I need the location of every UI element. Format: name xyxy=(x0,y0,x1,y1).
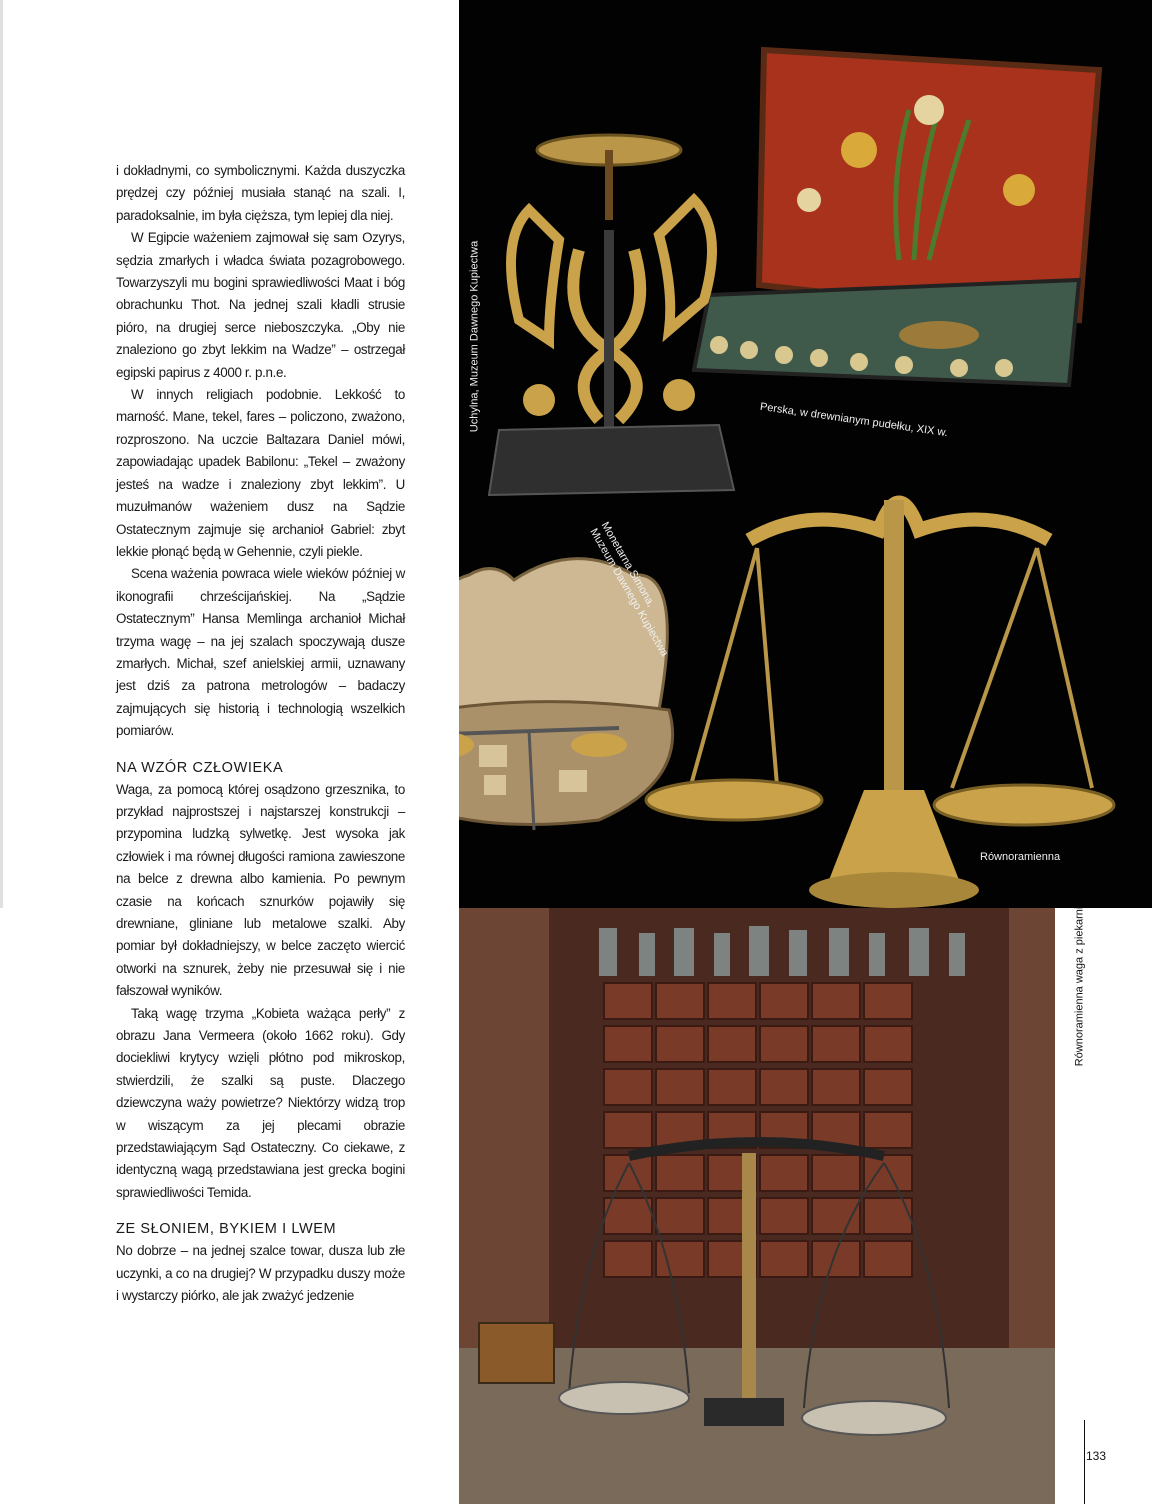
photo-panel xyxy=(459,0,1152,908)
caption-uchylna: Uchylna, Muzeum Dawnego Kupiectwa xyxy=(468,240,481,433)
paragraph: W Egipcie ważeniem zajmował się sam Ozyrys, sędzia zmarłych i władca świata pozagrobowego. Towarzyszyli mu bogini sprawiedliwości Maat i bóg obrachunku Thot. Na jednej szali kładli strusie pióro, na drugiej serce nieboszczyka. „Oby nie znaleziono go zbyt lekkim na Wadze” – ostrzegał egipski papirus z 4000 r. p.n.e. xyxy=(116,230,405,380)
paragraph: Scena ważenia powraca wiele wieków później w ikonografii chrześcijańskiej. Na „Sądzie Ostatecznym” Hansa Memlinga archanioł Michał trzyma wagę – na jej szalach spoczywają dusze zmarłych. Michał, szef anielskiej armii, uznawany jest dziś za patrona metrologów – badaczy zajmujących się historią i technologią wszelkich pomiarów. xyxy=(116,566,405,739)
caption-monetarna: Monetarna Simona, Muzeum Dawnego Kupiectwa xyxy=(587,520,671,659)
paragraph: No dobrze – na jednej szalce towar, dusza lub złe uczynki, a co na drugiej? W przypadku duszy może i wystarczy piórko, ale jak zważyć jedzenie xyxy=(116,1243,405,1304)
paragraph: Taką wagę trzyma „Kobieta ważąca perły” z obrazu Jana Vermeera (około 1662 roku). Gdy dociekliwi krytycy wzięli płótno pod mikroskop, stwierdzili, że szalki są puste. Dlaczego dziewczyna waży powietrze? Niektórzy widzą trop w wiszącym za jej plecami obrazie przedstawiającym Sąd Ostateczny. Co ciekawe, z identyczną wagą przedstawiana jest grecka bogini sprawiedliwości Temida. xyxy=(116,1005,405,1200)
caption-perska: Perska, w drewnianym pudełku, XIX w. xyxy=(759,400,949,440)
page-number-rule xyxy=(1084,1420,1085,1504)
paragraph: Waga, za pomocą której osądzono grzesznika, to przykład najprostszej i najstarszej konstrukcji – przypomina ludzką sylwetkę. Jest wysoka jak człowiek i ma równej długości ramiona zawieszone na belce z drewna albo kamienia. Po pewnym czasie na końcach sznurków pojawiły się drewniane, gliniane lub metalowe szalki. Aby pomiar był dokładniejszy, w belce zaczęto wiercić otworki na sznurek, żeby nie przesuwał się i nie fałszował wyników. xyxy=(116,781,405,999)
article-column xyxy=(116,160,405,1308)
caption-piekarska: Równoramienna waga z piekarni xyxy=(1073,906,1086,1067)
section-heading: NA WZÓR CZŁOWIEKA xyxy=(116,759,284,776)
page-edge xyxy=(0,0,3,908)
uchylna-scale-image xyxy=(489,135,734,495)
balance-scale-image xyxy=(646,500,1114,908)
paragraph: W innych religiach podobnie. Lekkość to marność. Mane, tekel, fares – policzono, zważono, rozproszono. Na uczcie Baltazara Daniel mówi, zapowiadając upadek Babilonu: „Tekel – zważony jesteś na wadze i znaleziony zbyt lekkim”. U muzułmanów ważeniem dusz na Sądzie Ostatecznym zajmuje się archanioł Gabriel: zbyt lekkie płonąć będą w Gehennie, czyli piekle. xyxy=(116,387,405,559)
page-number: 133 xyxy=(1086,1449,1107,1463)
persian-box-image xyxy=(694,50,1099,385)
section-heading: ZE SŁONIEM, BYKIEM I LWEM xyxy=(116,1221,337,1238)
paragraph: i dokładnymi, co symbolicznymi. Każda duszyczka prędzej czy później musiała stanąć na szali. I, paradoksalnie, im była cięższa, tym lepiej dla niej. xyxy=(116,163,405,223)
caption-rownoramienna: Równoramienna xyxy=(980,851,1061,863)
apothecary-photo xyxy=(459,908,1055,1504)
scales-illustration xyxy=(459,0,1152,908)
bakery-scale-image xyxy=(459,908,1055,1504)
